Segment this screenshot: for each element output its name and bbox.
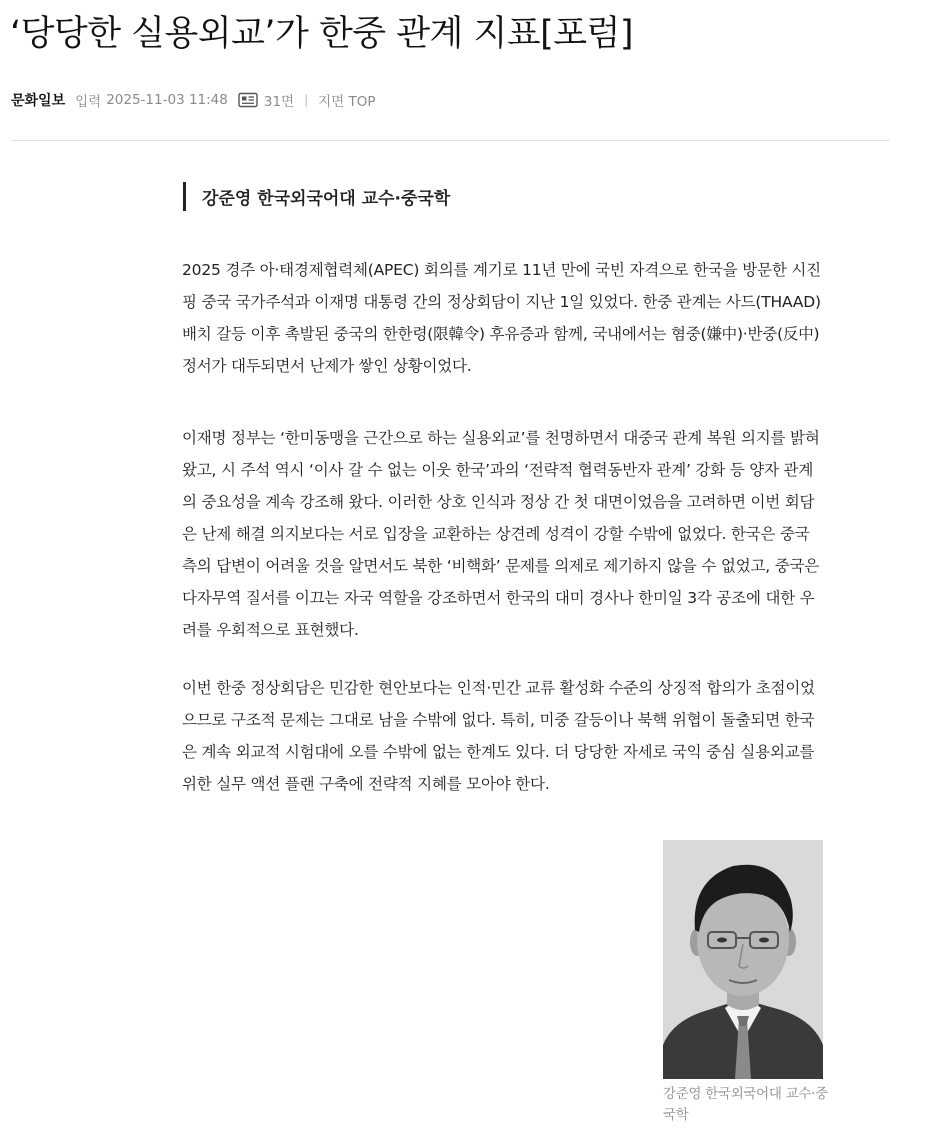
page-top-link[interactable]: 지면 TOP <box>318 94 376 110</box>
article-paragraph: 2025 경주 아·태경제협력체(APEC) 회의를 계기로 11년 만에 국빈 자격으로 한국을 방문한 시진핑 중국 국가주석과 이재명 대통령 간의 정상회담이 지난 1일 있었다. 한중 관계는 사드(THAAD) 배치 갈등 이후 촉발된 중국의 한한령(限韓令) 후유증과 함께, 국내에서는 혐중(嫌中)·반중(反中) 정서가 대두되면서 난제가 쌓인 상황이었다. <box>182 261 821 375</box>
published-label: 입력 <box>75 94 102 110</box>
article-paragraph: 이재명 정부는 ‘한미동맹을 근간으로 하는 실용외교’를 천명하면서 대중국 관계 복원 의지를 밝혀 왔고, 시 주석 역시 ‘이사 갈 수 없는 이웃 한국’과의 ‘전략적 협력동반자 관계’ 강화 등 양자 관계의 중요성을 계속 강조해 왔다. 이러한 상호 인식과 정상 간 첫 대면이었음을 고려하면 이번 회담은 난제 해결 의지보다는 서로 입장을 교환하는 상견례 성격이 강할 수밖에 없었다. 한국은 중국 측의 답변이 어려울 것을 알면서도 북한 ‘비핵화’ 문제를 의제로 제기하지 않을 수 없었고, 중국은 다자무역 질서를 이끄는 자국 역할을 강조하면서 한국의 대미 경사나 한미일 3각 공조에 대한 우려를 우회적으로 표현했다. <box>182 429 820 639</box>
meta-separator: | <box>304 93 309 107</box>
press-name[interactable]: 문화일보 <box>11 93 66 109</box>
page-number: 31면 <box>263 94 295 110</box>
newspaper-icon <box>238 92 258 108</box>
header-divider <box>11 140 890 141</box>
author-photo <box>663 840 823 1079</box>
article-paragraph: 이번 한중 정상회담은 민감한 현안보다는 인적·민간 교류 활성화 수준의 상징적 합의가 초점이었으므로 구조적 문제는 그대로 남을 수밖에 없다. 특히, 미중 갈등이나 북핵 위협이 돌출되면 한국은 계속 외교적 시험대에 오를 수밖에 없는 한계도 있다. 더 당당한 자세로 국익 중심 실용외교를 위한 실무 액션 플랜 구축에 전략적 지혜를 모아야 한다. <box>182 679 815 793</box>
article-headline: ‘당당한 실용외교’가 한중 관계 지표[포럼] <box>10 14 634 54</box>
photo-caption: 강준영 한국외국어대 교수·중국학 <box>663 1086 828 1123</box>
author-byline: 강준영 한국외국어대 교수·중국학 <box>183 182 450 211</box>
published-time: 2025-11-03 11:48 <box>106 92 228 108</box>
article-meta <box>11 90 376 110</box>
